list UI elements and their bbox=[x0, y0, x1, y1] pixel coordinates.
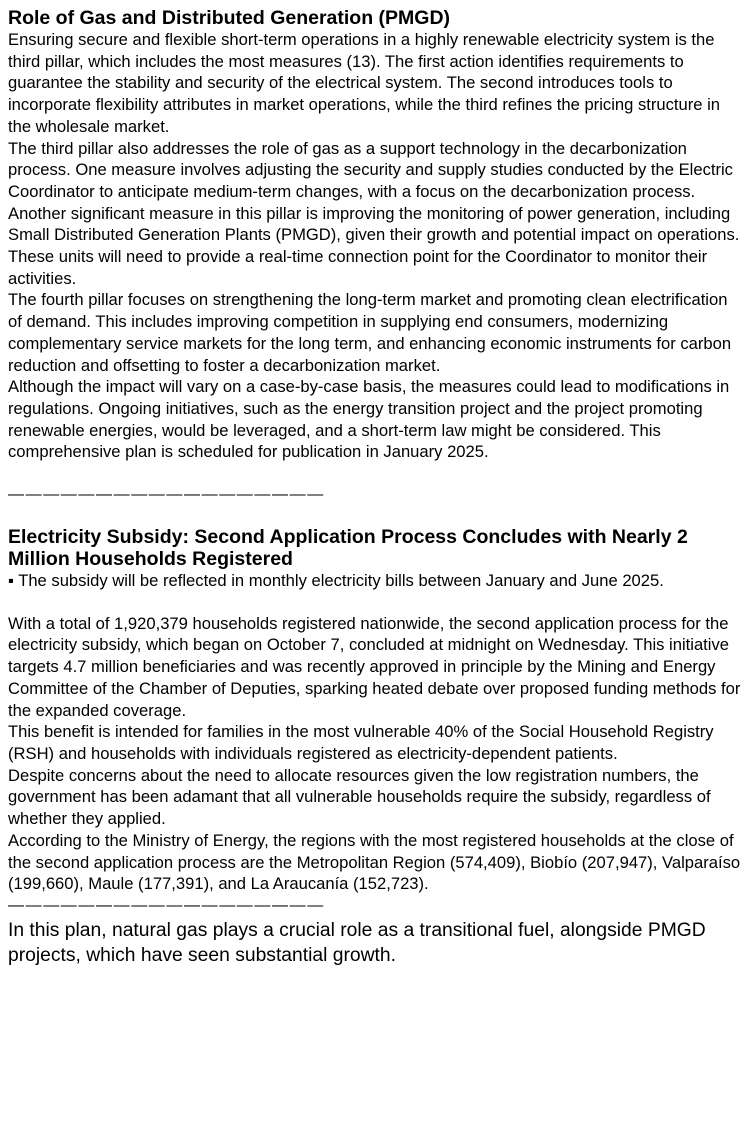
article-paragraph: This benefit is intended for families in the most vulnerable 40% of the Social Household Registry (RSH) and households with individuals registered as electricity-dependent patients. bbox=[8, 722, 714, 763]
article-title: Role of Gas and Distributed Generation (PMGD) bbox=[8, 7, 451, 29]
article-paragraph: Another significant measure in this pillar is improving the monitoring of power generation, including Small Distributed Generation Plants (PMGD), given their growth and potential impact on operations. These units will need to provide a real-time connection point for the Coordinator to monitor their activities. bbox=[8, 203, 740, 288]
article-gas-distributed-generation bbox=[8, 7, 744, 463]
article-electricity-subsidy bbox=[8, 526, 744, 895]
closing-note: In this plan, natural gas plays a crucial role as a transitional fuel, alongside PMGD projects, which have seen substantial growth. bbox=[8, 919, 706, 966]
article-paragraph: The fourth pillar focuses on strengthening the long-term market and promoting clean electrification of demand. This includes improving competition in supplying end consumers, modernizing complementary service markets for the long term, and enhancing economic instruments for carbon reduction and offsetting to foster a decarbonization market. bbox=[8, 290, 732, 375]
document-page bbox=[8, 7, 744, 968]
article-paragraph: With a total of 1,920,379 households registered nationwide, the second application process for the electricity subsidy, which began on October 7, concluded at midnight on Wednesday. This initiative targets 4.7 million beneficiaries and was recently approved in principle by the Mining and Energy Committee of the Chamber of Deputies, sparking heated debate over proposed funding methods for the expanded coverage. bbox=[8, 613, 741, 720]
section-divider: —————————————————— bbox=[8, 896, 325, 914]
article-summary-bullet: ▪ The subsidy will be reflected in monthly electricity bills between January and June 2025. bbox=[8, 571, 664, 591]
article-title: Electricity Subsidy: Second Application Process Concludes with Nearly 2 Million Households Registered bbox=[8, 526, 688, 571]
article-paragraph: The third pillar also addresses the role of gas as a support technology in the decarbonization process. One measure involves adjusting the security and supply studies conducted by the Electric Coordinator to anticipate medium-term changes, with a focus on the decarbonization process. bbox=[8, 138, 733, 201]
section-divider: —————————————————— bbox=[8, 486, 325, 504]
article-paragraph: According to the Ministry of Energy, the regions with the most registered households at the close of the second application process are the Metropolitan Region (574,409), Biobío (207,947), Valparaíso (199,660), Maule (177,391), and La Araucanía (152,723). bbox=[8, 830, 741, 894]
article-paragraph: Although the impact will vary on a case-by-case basis, the measures could lead to modifications in regulations. Ongoing initiatives, such as the energy transition project and the project promoting renewable energies, would be leveraged, and a short-term law might be considered. This comprehensive plan is scheduled for publication in January 2025. bbox=[8, 377, 730, 462]
article-paragraph: Ensuring secure and flexible short-term operations in a highly renewable electricity system is the third pillar, which includes the most measures (13). The first action identifies requirements to guarantee the stability and security of the electrical system. The second introduces tools to incorporate flexibility attributes in market operations, while the third refines the pricing structure in the wholesale market. bbox=[8, 30, 721, 136]
article-paragraph: Despite concerns about the need to allocate resources given the low registration numbers, the government has been adamant that all vulnerable households require the subsidy, regardless of whether they applied. bbox=[8, 765, 711, 829]
